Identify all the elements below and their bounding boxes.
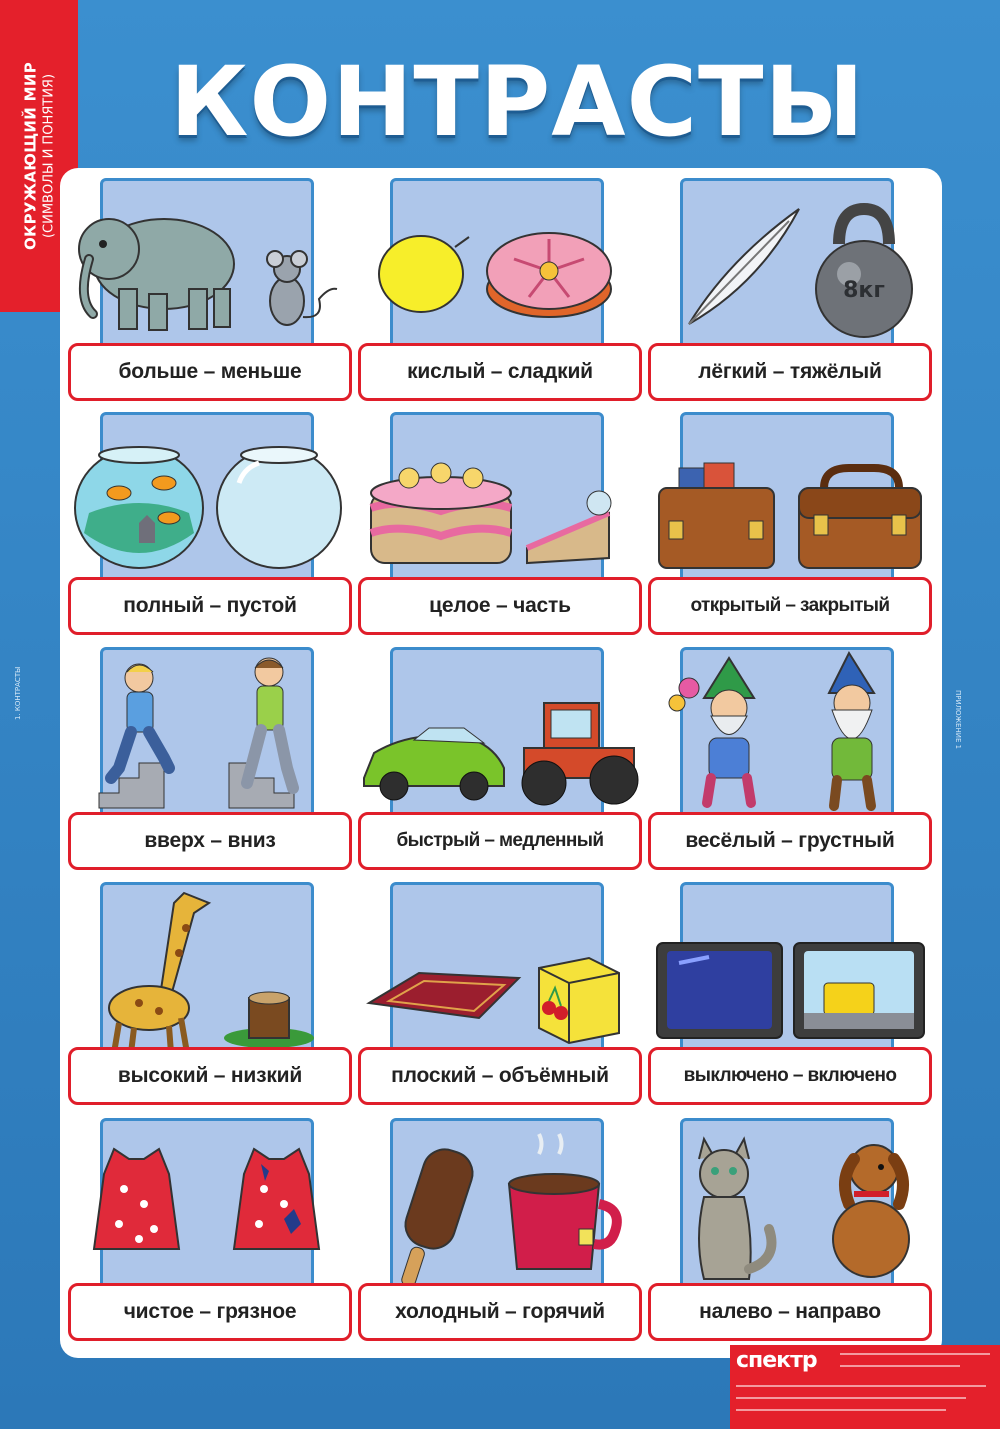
- card-sour-sweet: [358, 178, 642, 406]
- cat-icon: [699, 1139, 772, 1279]
- empty-aquarium-icon: [217, 447, 341, 568]
- weight-label: 8кг: [843, 278, 885, 303]
- illustration-box: [390, 412, 604, 592]
- boy-up-stairs-icon: [99, 664, 169, 808]
- giraffe-icon: [109, 893, 209, 1053]
- illustration-box: [680, 882, 894, 1062]
- dirty-dress-icon: [234, 1149, 319, 1249]
- feather-icon: [689, 209, 799, 324]
- card-clean-dirty: [68, 1118, 352, 1346]
- card-up-down: [68, 647, 352, 875]
- dog-icon: [833, 1145, 909, 1277]
- card-label: полный – пустой: [68, 577, 352, 635]
- full-aquarium-icon: [75, 447, 203, 568]
- card-flat-solid: [358, 882, 642, 1110]
- tv-on-icon: [794, 943, 924, 1038]
- tractor-icon: [522, 703, 638, 805]
- closed-bag-icon: [799, 468, 921, 568]
- series-title: ОКРУЖАЮЩИЙ МИР: [21, 61, 40, 251]
- card-label: кислый – сладкий: [358, 343, 642, 401]
- illustration-box: [680, 412, 894, 592]
- card-label: чистое – грязное: [68, 1283, 352, 1341]
- card-label: открытый – закрытый: [648, 577, 932, 635]
- card-tall-short: [68, 882, 352, 1110]
- illustration-box: [100, 647, 314, 827]
- car-icon: [364, 728, 504, 800]
- publisher-block: [730, 1345, 1000, 1429]
- card-full-empty: [68, 412, 352, 640]
- card-label: холодный – горячий: [358, 1283, 642, 1341]
- side-caption-left: 1. КОНТРАСТЫ: [14, 666, 22, 720]
- card-label: налево – направо: [648, 1283, 932, 1341]
- cake-slice-icon: [527, 491, 611, 563]
- card-label: весёлый – грустный: [648, 812, 932, 870]
- elephant-icon: [79, 219, 234, 330]
- hot-cup-icon: [509, 1134, 617, 1269]
- card-left-right: [648, 1118, 932, 1346]
- card-label: высокий – низкий: [68, 1047, 352, 1105]
- cake-icon: [487, 233, 611, 317]
- card-fast-slow: [358, 647, 642, 875]
- stump-icon: [224, 992, 314, 1048]
- card-happy-sad: [648, 647, 932, 875]
- card-off-on: [648, 882, 932, 1110]
- carpet-icon: [369, 973, 519, 1018]
- illustration-box: [100, 882, 314, 1062]
- happy-gnome-icon: [669, 658, 754, 803]
- illustration-box: [100, 178, 314, 358]
- illustration-box: [680, 178, 894, 358]
- card-label: вверх – вниз: [68, 812, 352, 870]
- card-label: лёгкий – тяжёлый: [648, 343, 932, 401]
- open-bag-icon: [659, 463, 774, 568]
- whole-cake-icon: [371, 463, 511, 563]
- card-label: плоский – объёмный: [358, 1047, 642, 1105]
- illustration-box: [680, 647, 894, 827]
- card-cold-hot: [358, 1118, 642, 1346]
- illustration-box: [390, 882, 604, 1062]
- boy-down-stairs-icon: [229, 658, 294, 808]
- illustration-box: [390, 1118, 604, 1298]
- illustration-box: [680, 1118, 894, 1298]
- illustration-box: [390, 178, 604, 358]
- illustration-box: [100, 412, 314, 592]
- side-caption-right: ПРИЛОЖЕНИЕ 1: [954, 690, 962, 750]
- illustration-box: [100, 1118, 314, 1298]
- cube-icon: [539, 958, 619, 1043]
- series-subtitle: (СИМВОЛЫ И ПОНЯТИЯ): [41, 73, 57, 239]
- card-open-closed: [648, 412, 932, 640]
- publisher-logo: спектр: [736, 1348, 817, 1373]
- card-label: целое – часть: [358, 577, 642, 635]
- card-bigger-smaller: [68, 178, 352, 406]
- tv-off-icon: [657, 943, 782, 1038]
- card-light-heavy: [648, 178, 932, 406]
- lemon-icon: [379, 236, 469, 312]
- card-label: выключено – включено: [648, 1047, 932, 1105]
- weight-icon: [816, 209, 912, 337]
- sad-gnome-icon: [829, 653, 874, 806]
- clean-dress-icon: [94, 1149, 179, 1249]
- card-label: быстрый – медленный: [358, 812, 642, 870]
- ice-cream-icon: [400, 1144, 478, 1288]
- mouse-icon: [267, 251, 337, 325]
- card-whole-part: [358, 412, 642, 640]
- card-label: больше – меньше: [68, 343, 352, 401]
- illustration-box: [390, 647, 604, 827]
- page-title: КОНТРАСТЫ: [170, 46, 865, 158]
